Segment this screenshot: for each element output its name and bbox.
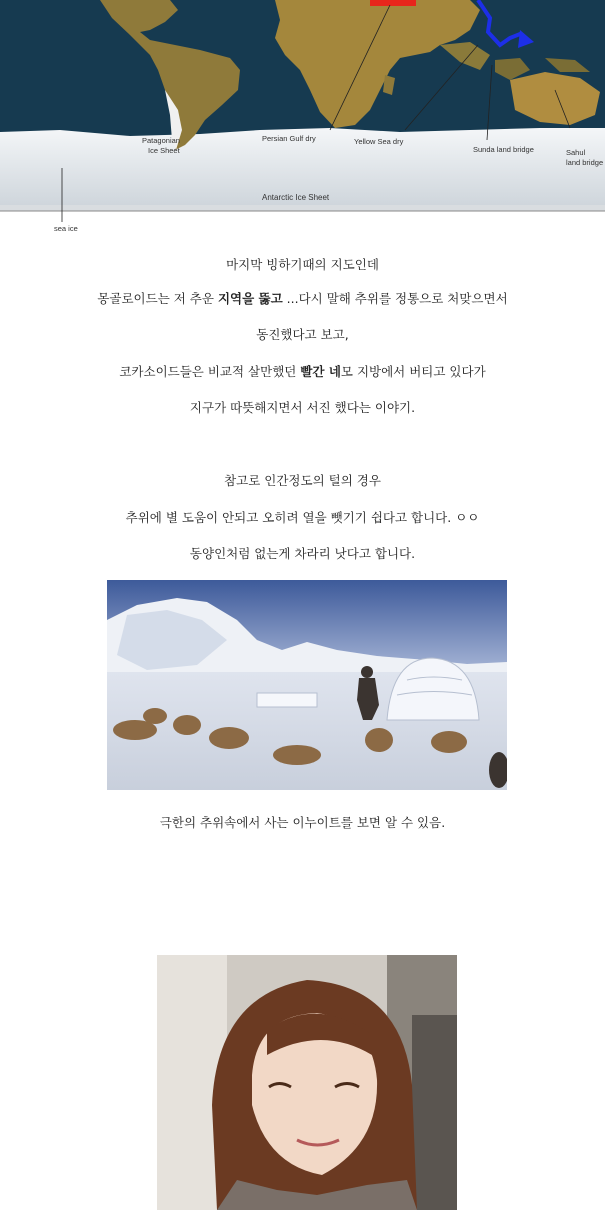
paragraph-7 xyxy=(0,510,605,526)
photo-caption xyxy=(0,815,605,831)
label-sea-ice: sea ice xyxy=(54,224,78,233)
paragraph-4 xyxy=(0,364,605,380)
text-run: 추위에 별 도움이 안되고 오히려 열을 뺏기기 쉽다고 합니다. ㅇㅇ xyxy=(125,510,480,525)
text-run: ...다시 말해 추위를 정통으로 처맞으면서 xyxy=(282,291,508,306)
text-run: 참고로 인간정도의 털의 경우 xyxy=(224,473,381,488)
paragraph-8 xyxy=(0,546,605,562)
text-run: 극한의 추위속에서 사는 이누이트를 보면 알 수 있음. xyxy=(159,815,446,830)
paragraph-3 xyxy=(0,327,605,343)
label-antarctic: Antarctic Ice Sheet xyxy=(262,193,330,202)
text-run: 빨간 네 xyxy=(300,364,341,379)
paragraph-6 xyxy=(0,473,605,489)
paragraph-1 xyxy=(0,257,605,273)
text-run: 동진했다고 보고, xyxy=(256,327,349,342)
text-run: 모 지방에서 버티고 있다가 xyxy=(340,364,486,379)
text-run: 지구가 따뜻해지면서 서진 했다는 이야기. xyxy=(189,400,416,415)
text-run: 지역을 뚫고 xyxy=(217,291,283,306)
red-highlight-box xyxy=(370,0,416,6)
label-patagonian-2: Ice Sheet xyxy=(148,146,180,155)
paragraph-2 xyxy=(0,291,605,307)
paragraph-5 xyxy=(0,400,605,416)
text-run: 마지막 빙하기때의 지도인데 xyxy=(226,257,379,272)
portrait-photo xyxy=(157,955,457,1210)
label-yellow-sea: Yellow Sea dry xyxy=(354,137,404,146)
label-sahul-2: land bridge xyxy=(566,158,604,167)
label-sunda: Sunda land bridge xyxy=(473,145,534,154)
text-run: 몽골로이드는 저 추운 xyxy=(97,291,218,306)
ice-age-map xyxy=(0,0,605,240)
arctic-igloo-photo xyxy=(107,580,507,790)
text-run: 코카소이드들은 비교적 살만했던 xyxy=(119,364,301,379)
label-sahul: Sahul xyxy=(566,148,586,157)
label-persian-gulf: Persian Gulf dry xyxy=(262,134,316,143)
label-patagonian: Patagonian xyxy=(142,136,180,145)
text-run: 동양인처럼 없는게 차라리 낫다고 합니다. xyxy=(189,546,416,561)
